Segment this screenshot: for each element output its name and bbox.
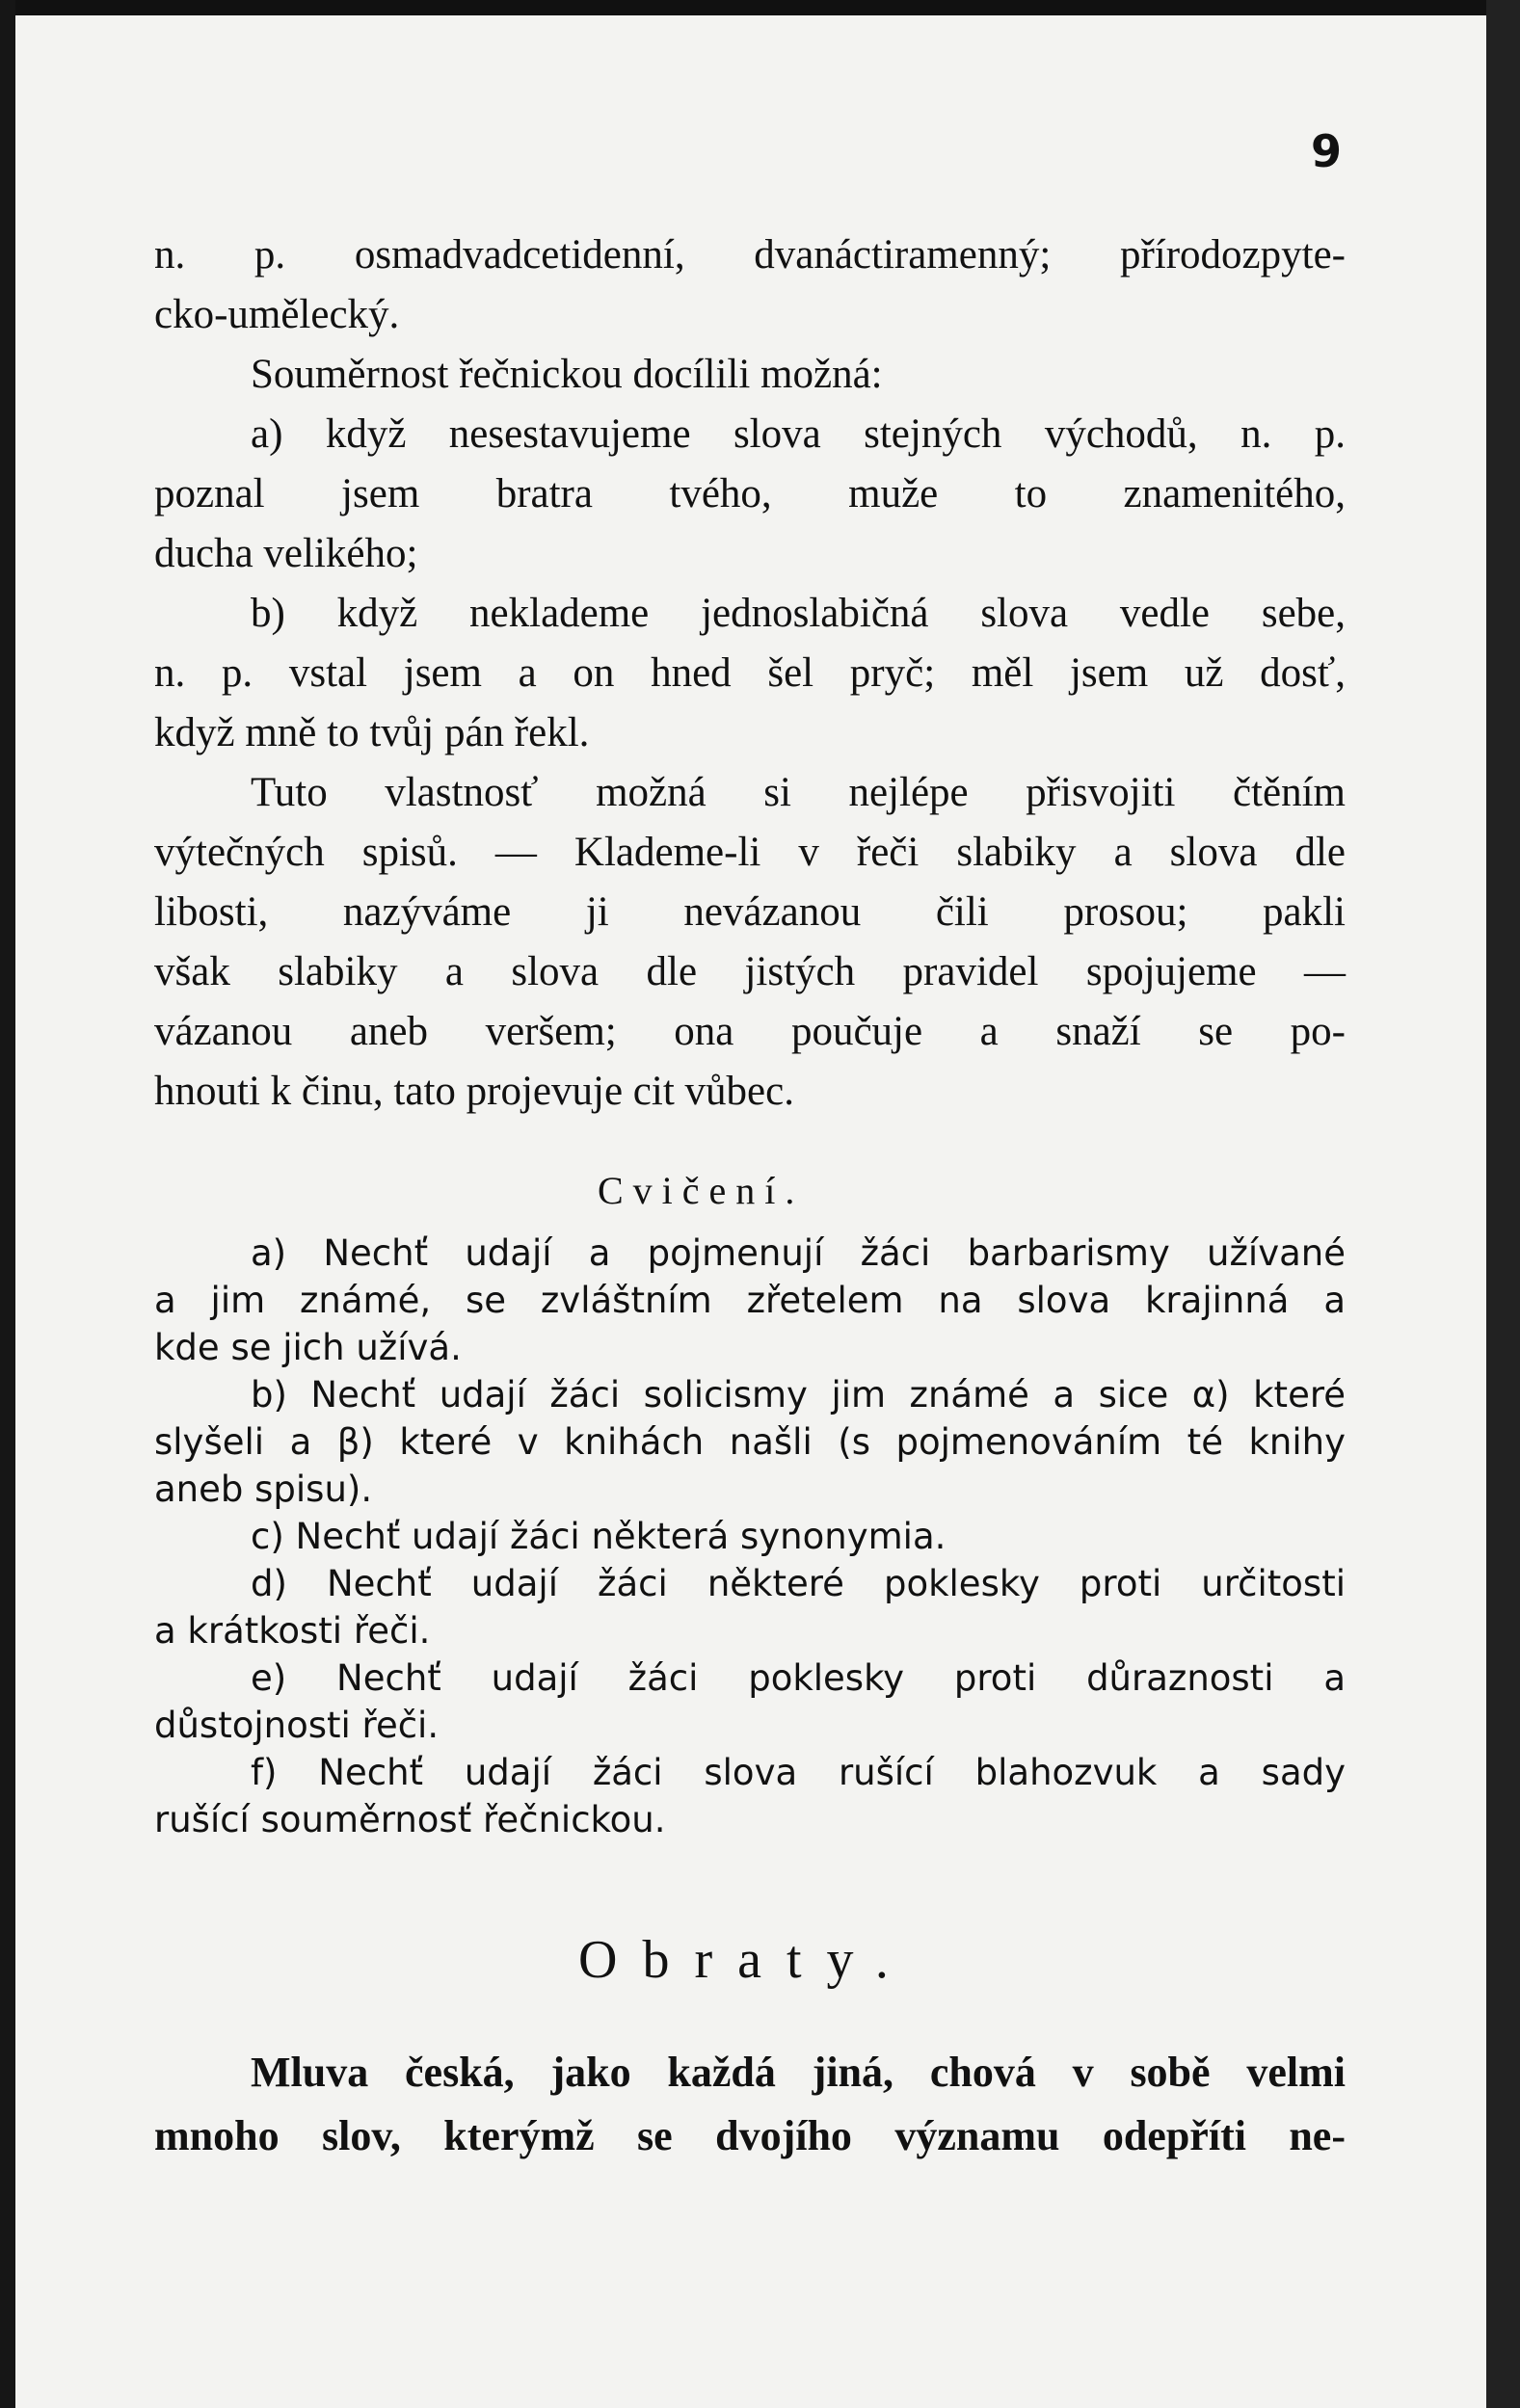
scan-border-top [0,0,1520,15]
exercise-line: rušící souměrnosť řečnickou. [154,1799,666,1840]
exercise-line: a krátkosti řeči. [154,1610,431,1652]
page-number: 9 [1311,125,1343,177]
text-line: když mně to tvůj pán řekl. [154,710,590,755]
exercise-line: c) Nechť udají žáci některá synonymia. [251,1516,947,1557]
text-line: hnouti k činu, tato projevuje cit vůbec. [154,1069,794,1114]
text-line: n. p. vstal jsem a on hned šel pryč; měl jsem už dosť, [154,650,1346,696]
scan-border-left [0,0,15,2408]
scan-border-right [1486,0,1520,2408]
text-line: však slabiky a slova dle jistých pravidel spojujeme — [154,949,1346,994]
exercise-line: e) Nechť udají žáci poklesky proti důraznosti a [251,1657,1346,1699]
exercise-line: a jim známé, se zvláštním zřetelem na slova krajinná a [154,1280,1346,1321]
text-line: poznal jsem bratra tvého, muže to znamenitého, [154,471,1346,516]
text-line: mnoho slov, kterýmž se dvojího významu odepříti ne- [154,2112,1346,2159]
text-line: cko-umělecký. [154,292,400,337]
text-line: n. p. osmadvadcetidenní, dvanáctiramenný; přírodozpyte- [154,232,1346,278]
text-line: Souměrnost řečnickou docílili možná: [251,352,883,397]
exercise-line: d) Nechť udají žáci některé poklesky proti určitosti [251,1563,1346,1604]
text-line: a) když nesestavujeme slova stejných východů, n. p. [251,411,1346,457]
exercise-line: aneb spisu). [154,1469,373,1510]
exercise-line: důstojnosti řeči. [154,1705,440,1746]
final-paragraph [154,2041,1346,2168]
exercise-list [154,1230,1346,1843]
exercise-line: a) Nechť udají a pojmenují žáci barbarismy užívané [251,1232,1346,1274]
text-line: vázanou aneb veršem; ona poučuje a snaží se po- [154,1009,1346,1054]
text-line: výtečných spisů. — Klademe-li v řeči slabiky a slova dle [154,830,1346,875]
exercise-line: b) Nechť udají žáci solicismy jim známé a sice α) které [251,1374,1346,1416]
exercise-line: kde se jich užívá. [154,1327,462,1368]
text-line: libosti, nazýváme ji nevázanou čili prosou; pakli [154,889,1346,935]
section-heading: Obraty. [578,1930,914,1990]
exercise-line: f) Nechť udají žáci slova rušící blahozvuk a sady [251,1752,1346,1793]
text-line: b) když neklademe jednoslabičná slova vedle sebe, [251,591,1346,636]
main-paragraphs [154,225,1346,1122]
exercise-line: slyšeli a β) které v knihách našli (s pojmenováním té knihy [154,1421,1346,1463]
text-line: Tuto vlastnosť možná si nejlépe přisvojiti čtěním [251,770,1346,815]
text-line: ducha velikého; [154,531,418,576]
text-line: Mluva česká, jako každá jiná, chová v sobě velmi [251,2049,1346,2096]
exercise-heading: Cvičení. [598,1169,805,1212]
